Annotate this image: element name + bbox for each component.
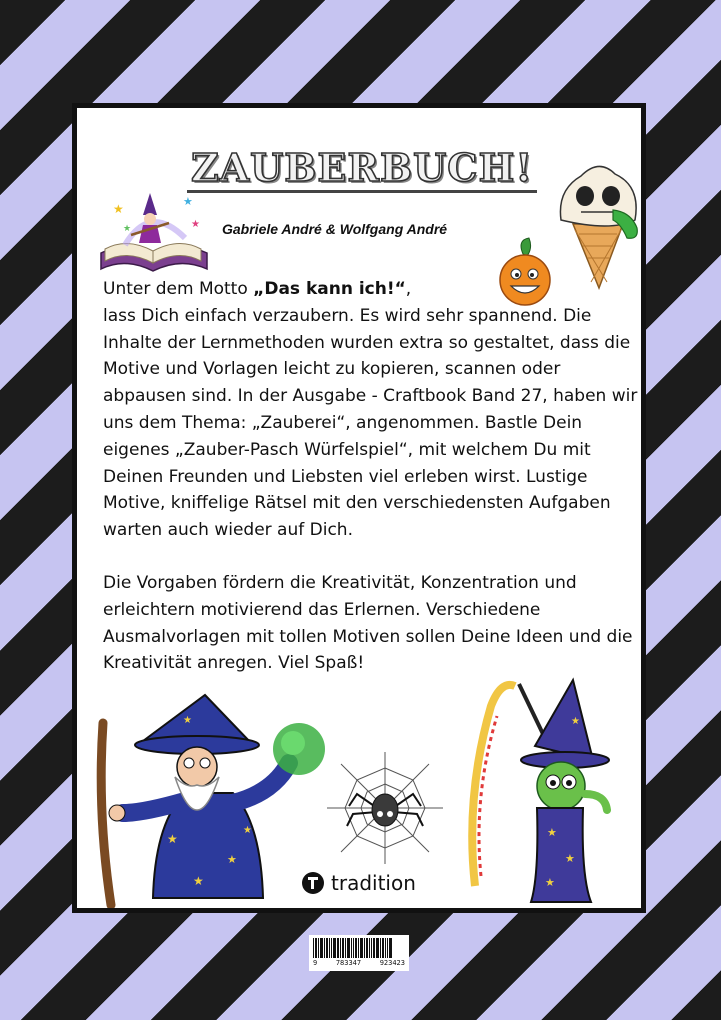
svg-text:★: ★ [183,195,193,208]
barcode-number [313,959,405,967]
spider-web-illustration [323,748,447,868]
book-title: ZAUBERBUCH! [187,148,537,193]
svg-text:★: ★ [193,874,204,888]
magic-book-illustration [95,183,215,278]
skull-ice-cream-illustration [551,150,646,290]
blurb-paragraph-2: Die Vorgaben fördern die Kreativität, Konzentration und erleichtern motivierend das Erlernen. Verschiedene Ausmalvorlagen mit tollen Motiven sollen Deine Ideen und die Kreativität anregen. Viel Spaß! [103,572,633,674]
svg-text:★: ★ [113,202,124,216]
wizard-illustration [93,693,325,908]
publisher-logo [302,871,416,895]
witch-illustration [461,676,611,908]
svg-text:★: ★ [123,224,132,234]
back-cover-panel [72,103,646,913]
svg-text:★: ★ [227,853,237,866]
barcode-right-digits: 923423 [379,959,405,967]
svg-text:★: ★ [545,876,555,889]
blurb-text [103,276,643,677]
motto-prefix: Unter dem Motto [103,279,254,299]
motto-suffix: , [405,279,412,299]
svg-text:★: ★ [547,826,557,839]
svg-text:★: ★ [565,852,575,865]
barcode-lead-digit: 9 [313,959,318,967]
svg-text:★: ★ [183,715,192,726]
svg-text:★: ★ [167,832,178,846]
svg-text:★: ★ [191,219,200,230]
isbn-barcode [309,935,409,971]
svg-text:★: ★ [243,825,252,836]
publisher-name: tradition [331,871,416,895]
barcode-left-digits: 783347 [335,959,362,967]
blurb-paragraph-1-rest: lass Dich einfach verzaubern. Es wird sehr spannend. Die Inhalte der Lernmethoden wurden extra so gestaltet, dass die Motive und Vorlagen leicht zu kopieren, scannen oder abpausen sind. In der Ausgabe - Craftbook Band 27, haben wir uns dem Thema: „Zauberei“, angenommen. Bastle Dein eigenes „Zauber-Pasch Würfelspiel“, mit welchem Du mit Deinen Freunden und Liebsten viel erleben wirst. Lustige Motive, kniffelige Rätsel mit den verschiedensten Aufgaben warten auch wieder auf Dich. [103,305,638,541]
publisher-logo-icon [302,872,324,894]
motto: „Das kann ich!“ [253,279,406,299]
author-names: Gabriele André & Wolfgang André [222,221,448,237]
barcode-bars [313,938,405,958]
blurb-paragraph-1 [103,276,643,544]
svg-text:★: ★ [571,716,580,727]
